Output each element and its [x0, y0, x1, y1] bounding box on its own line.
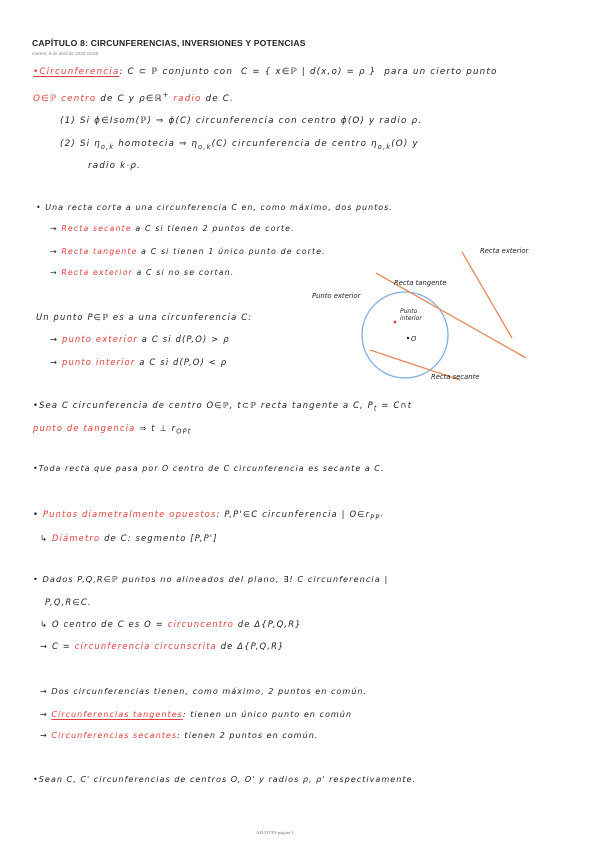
note-text: → C =	[40, 641, 75, 651]
note-text: de C.	[201, 93, 234, 104]
line-exterior	[462, 252, 512, 338]
label-punto-interior	[400, 308, 422, 322]
note-text: radio k·ρ.	[88, 161, 141, 171]
point-interior	[394, 321, 397, 324]
note-text: •Sean C, C' circunferencias de centros O, O' y radios ρ, ρ' respectivamente.	[33, 774, 417, 784]
note-line	[60, 116, 422, 126]
note-text: ⇒ t ⊥ r	[135, 423, 177, 433]
note-text: •Toda recta que pasa por O centro de C circunferencia es secante a C.	[33, 464, 385, 473]
note-line	[40, 641, 285, 651]
note-text: homotecia ⇒ η	[114, 139, 199, 149]
note-text: O∈ℙ	[33, 93, 62, 104]
note-text: • Dados P,Q,R∈ℙ puntos no alineados del plano, ∃! C circunferencia |	[33, 574, 389, 584]
term-recta-exterior: Recta exterior	[61, 268, 133, 277]
note-line	[50, 268, 234, 277]
label-recta-secante: Recta secante	[431, 373, 480, 381]
note-line	[33, 400, 412, 413]
label-recta-tangente: Recta tangente	[394, 279, 447, 287]
label-punto-exterior: Punto exterior	[312, 292, 361, 300]
note-text: • Una recta corta a una circunferencia C en, como máximo, dos puntos.	[36, 203, 393, 212]
arrow: →	[50, 357, 62, 367]
note-text: •	[33, 509, 43, 519]
term-circunferencias-tangentes: Circunferencias tangentes	[51, 709, 183, 719]
note-line	[45, 597, 92, 607]
term-centro: centro	[61, 93, 97, 104]
note-sub: o,k	[198, 142, 212, 151]
point-center	[407, 337, 409, 339]
arrow: ↳	[40, 533, 52, 543]
note-text: a C si tienen 2 puntos de corte.	[131, 224, 295, 233]
time: 16:06	[86, 51, 99, 56]
note-line	[50, 247, 326, 256]
term-circuncentro: circuncentro	[167, 619, 235, 629]
note-line	[33, 574, 388, 584]
note-text: (1) Si ϕ∈Isom(ℙ) ⇒ ϕ(C) circunferencia con centro ϕ(O) y radio ρ.	[60, 116, 423, 126]
note-sup: +	[162, 91, 170, 99]
label-centro: O	[411, 335, 417, 343]
arrow: →	[50, 268, 62, 277]
term-punto-tangencia: punto de tangencia	[33, 423, 136, 433]
geometry-diagram	[360, 240, 560, 390]
note-line	[33, 67, 498, 77]
note-text: → Dos circunferencias tienen, como máximo, 2 puntos en común.	[40, 686, 368, 696]
note-line	[33, 423, 192, 436]
note-text: ↳ O centro de C es O =	[40, 619, 168, 629]
note-text: de C: segmento [P,P']	[100, 533, 218, 543]
note-line	[33, 509, 383, 522]
note-text: (O) y	[391, 139, 419, 149]
note-text: : P,P'∈C circunferencia | O∈r	[216, 509, 371, 519]
note-text: a C si tienen 1 único punto de corte.	[137, 247, 326, 256]
page-date	[32, 51, 98, 56]
term-punto-interior: punto interior	[61, 357, 136, 367]
note-text: : tienen un único punto en común	[182, 709, 353, 719]
note-text: a C si d(P,O) < ρ	[135, 357, 228, 367]
note-line	[40, 619, 302, 629]
term-recta-tangente: Recta tangente	[61, 247, 138, 256]
term-circunscrita: circunferencia circunscrita	[74, 641, 217, 651]
label-text: Punto	[400, 308, 418, 315]
note-sub: OPt	[176, 427, 192, 436]
note-text: : tienen 2 puntos en común.	[177, 730, 319, 740]
arrow: →	[40, 709, 52, 719]
note-line	[50, 224, 295, 233]
note-line	[40, 730, 318, 740]
term-recta-secante: Recta secante	[61, 224, 132, 233]
term-circunferencias-secantes: Circunferencias secantes	[51, 730, 178, 740]
note-line	[33, 91, 234, 104]
note-line	[40, 533, 218, 543]
note-text: a C si d(P,O) > ρ	[137, 334, 230, 344]
note-text: de Δ{P,Q,R}	[216, 641, 285, 651]
arrow: →	[50, 334, 62, 344]
note-text: a C si no se cortan.	[132, 268, 235, 277]
note-line	[40, 686, 367, 696]
arrow: →	[50, 224, 62, 233]
note-line	[36, 312, 252, 322]
page-footer: APUNTES página 1	[256, 830, 294, 835]
note-line	[88, 161, 141, 171]
note-text: de Δ{P,Q,R}	[234, 619, 302, 629]
note-line	[33, 464, 384, 473]
note-text: P,Q,R∈C.	[45, 597, 92, 607]
term-punto-exterior: punto exterior	[61, 334, 138, 344]
label-text: interior	[400, 315, 422, 322]
note-line	[33, 774, 416, 784]
term-circunferencia: •Circunferencia	[33, 67, 120, 77]
circle-c	[362, 292, 448, 378]
note-sub: o,k	[100, 142, 115, 151]
note-line	[36, 203, 393, 212]
note-text: Un punto P∈ℙ es a una circunferencia C:	[36, 312, 253, 322]
page-title: CAPÍTULO 8: CIRCUNFERENCIAS, INVERSIONES Y POTENCIAS	[32, 38, 306, 48]
note-line	[50, 334, 230, 344]
note-sub: PP'	[370, 513, 384, 522]
note-line	[50, 357, 227, 367]
date: martes, 8 de abril de 2025	[32, 51, 86, 56]
note-text: •Sea C circunferencia de centro O∈ℙ, t⊂ℙ recta tangente a C, P	[33, 400, 374, 410]
arrow: →	[50, 247, 62, 256]
note-sub: t	[373, 404, 378, 413]
note-text: de C y ρ∈ℝ	[96, 93, 163, 104]
label-recta-exterior: Recta exterior	[480, 247, 529, 255]
term-radio: radio	[173, 93, 202, 104]
note-text: (C) circunferencia de centro η	[211, 139, 378, 149]
note-text: (2) Si η	[60, 139, 101, 149]
note-text: = C∩t	[377, 400, 413, 410]
note-line	[40, 709, 352, 719]
term-diametralmente-opuestos: Puntos diametralmente opuestos	[42, 509, 217, 519]
note-sub: o,k	[377, 142, 392, 151]
term-diametro: Diámetro	[51, 533, 101, 543]
note-text: : C ⊂ ℙ conjunto con C = { x∈ℙ | d(x,o) = ρ } para un cierto punto	[119, 67, 498, 77]
note-line	[60, 139, 419, 151]
arrow: →	[40, 730, 52, 740]
